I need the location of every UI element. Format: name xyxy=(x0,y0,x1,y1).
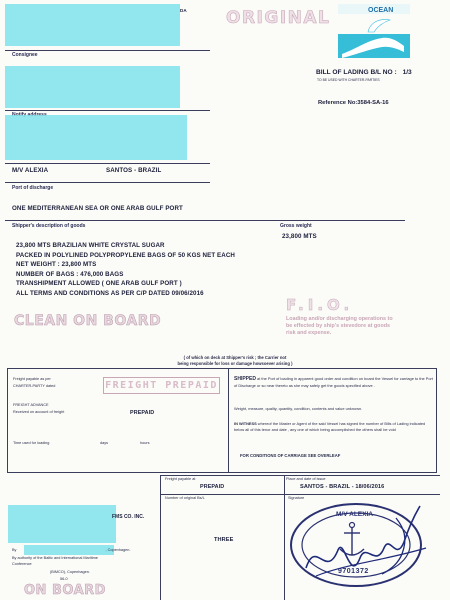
shipper-fragment: DA xyxy=(180,8,187,13)
authority-line: By authority of the Baltic and International Maritime xyxy=(12,556,98,560)
days-label: days xyxy=(100,441,109,445)
shipped-clause xyxy=(234,376,434,388)
goods-line: ALL TERMS AND CONDITIONS AS PER C/P DATED 09/06/2016 xyxy=(16,289,204,297)
freight-payable-at-label: Freight payable at xyxy=(165,477,196,481)
shipper-redaction xyxy=(5,4,180,46)
on-board-stamp: ON BOARD xyxy=(24,583,106,598)
copenhagen-by: By xyxy=(12,548,17,552)
fio-note-line: risk and expense. xyxy=(286,330,332,337)
freight-payable-at: PREPAID xyxy=(200,484,225,490)
seal-vessel-name: M/V ALEXIA xyxy=(336,511,373,518)
original-stamp: ORIGINAL xyxy=(226,8,331,28)
deck-note-line: ( of which on deck at Shipper's risk ; the Carrier not xyxy=(183,355,287,360)
goods-line: NET WEIGHT : 23,800 MTS xyxy=(16,261,97,269)
bottom-mid-line xyxy=(160,494,440,495)
logo-text: OCEAN xyxy=(368,7,394,14)
time-used-label: Time used for loading xyxy=(13,441,50,445)
fio-stamp: F.I.O. xyxy=(286,296,354,314)
number-originals: THREE xyxy=(214,537,234,543)
number-originals-label: Number of original Bs/L xyxy=(165,496,205,500)
agent-redaction xyxy=(8,505,116,543)
notify-divider xyxy=(5,163,210,164)
shipped-lead: SHIPPED xyxy=(234,376,256,382)
weight-unknown: Weight, measure, quality, quantity, condition, contents and value unknown. xyxy=(234,406,363,411)
consignee-label: Consignee xyxy=(12,52,38,58)
goods-description xyxy=(16,241,235,299)
goods-line: 23,800 MTS BRAZILIAN WHITE CRYSTAL SUGAR xyxy=(16,242,165,249)
signature-label: Signature xyxy=(288,496,305,500)
charter-party-label: CHARTER-PARTY dated xyxy=(13,384,56,388)
witness-clause xyxy=(234,421,434,432)
bl-title xyxy=(316,69,412,76)
goods-line: TRANSHIPMENT ALLOWED ( ONE ARAB GULF PORT ) xyxy=(16,280,182,288)
reference-number: Reference No:3584-SA-16 xyxy=(318,100,389,106)
vessel-name: M/V ALEXIA xyxy=(12,167,49,174)
bl-title-label: BILL OF LADING B/L NO : xyxy=(316,69,397,76)
deck-note xyxy=(140,355,330,367)
header-divider xyxy=(5,50,210,51)
freight-prepaid-value: PREPAID xyxy=(130,410,155,416)
consignee-divider xyxy=(5,110,210,111)
agent-fragment: FMS CO. INC. xyxy=(112,514,145,520)
gross-weight: 23,800 MTS xyxy=(282,233,317,240)
bl-number: 1/3 xyxy=(402,69,412,76)
freight-advance-label: FREIGHT ADVANCE xyxy=(13,403,49,407)
seal-number: 9701372 xyxy=(338,568,369,575)
clean-on-board-stamp: CLEAN ON BOARD xyxy=(14,313,162,329)
fio-note-line: Loading and/or discharging operations to xyxy=(286,316,393,322)
bl-subtitle: TO BE USED WITH CHARTER-PARTIES xyxy=(317,78,380,82)
conference-line: Conference xyxy=(12,562,32,566)
goods-line: NUMBER OF BAGS : 476,000 BAGS xyxy=(16,270,124,278)
freight-box-divider xyxy=(228,368,229,473)
freight-payable-label: Freight payable as per xyxy=(13,377,51,381)
port-discharge-label: Port of discharge xyxy=(12,185,54,191)
goods-label: Shipper's description of goods xyxy=(12,223,86,229)
discharge-divider xyxy=(5,220,405,221)
bottom-top-line xyxy=(160,475,440,476)
goods-line: PACKED IN POLYLINED POLYPROPYLENE BAGS OF 50 KGS NET EACH xyxy=(16,251,235,259)
conditions-note: FOR CONDITIONS OF CARRIAGE SEE OVERLEAF xyxy=(240,453,341,458)
shipped-text: at the Port of loading in apparent good order and condition on board the Vessel for carriage to the Port of Discharge or so near thereto as she may safely get the goods specified above . xyxy=(234,376,433,388)
port-loading: SANTOS - BRAZIL xyxy=(106,167,162,174)
place-date: SANTOS - BRAZIL - 18/06/2016 xyxy=(300,484,385,490)
fio-note-line: be effected by ship's stevedore at goods xyxy=(286,323,391,330)
master-signature xyxy=(296,498,436,594)
witness-lead: IN WITNESS xyxy=(234,421,257,426)
deck-note-line: being responsible for loss or damage howsoever arising ) xyxy=(177,361,293,366)
witness-text: whereof the Master or Agent of the said Vessel has signed the number of Bills of Lading indicated below all of this tenor and date , any one of which being accomplished the others shall be void xyxy=(234,421,426,432)
copenhagen-rest: , Copenhagen. xyxy=(105,548,131,552)
place-date-label: Place and date of issue xyxy=(286,477,326,481)
bottom-divider-3 xyxy=(284,494,285,600)
port-discharge: ONE MEDITERRANEAN SEA OR ONE ARAB GULF PORT xyxy=(12,205,183,212)
vessel-divider xyxy=(5,182,210,183)
hours-label: hours xyxy=(140,441,150,445)
gross-weight-label: Gross weight xyxy=(280,223,312,229)
fio-note xyxy=(286,316,393,338)
copenhagen-line xyxy=(12,548,130,552)
received-label: Received on account of freight xyxy=(13,410,65,414)
notify-redaction xyxy=(5,115,187,160)
code-line: 56-0 xyxy=(60,577,68,581)
freight-prepaid-stamp: FREIGHT PREPAID xyxy=(103,377,220,394)
bimco-line: (BIMCO), Copenhagen. xyxy=(50,570,90,574)
consignee-redaction xyxy=(5,66,180,108)
